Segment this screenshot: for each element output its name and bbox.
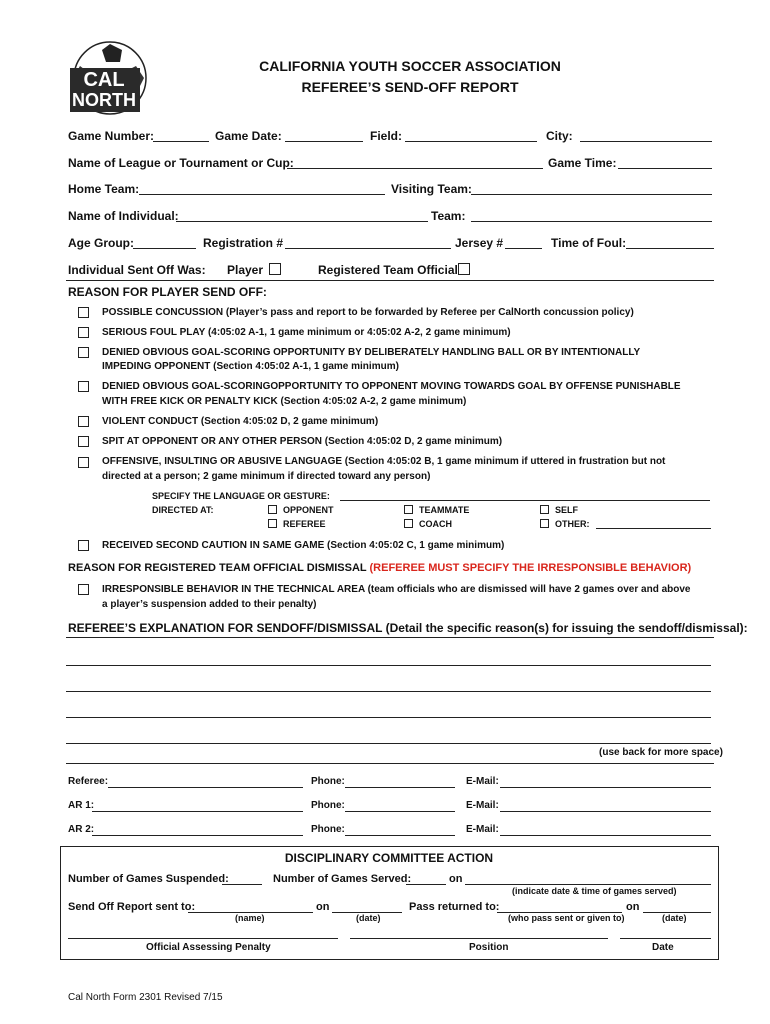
indicate-note: (indicate date & time of games served) bbox=[512, 886, 677, 896]
team-label: Team: bbox=[431, 209, 466, 223]
reason-spit: SPIT AT OPPONENT OR ANY OTHER PERSON (Section 4:05:02 D, 2 game minimum) bbox=[102, 436, 503, 447]
visiting-team-input[interactable] bbox=[471, 194, 712, 195]
sent-off-was-label: Individual Sent Off Was: bbox=[68, 263, 206, 277]
irresponsible-behavior-checkbox[interactable] bbox=[78, 584, 89, 595]
referee-name-input[interactable] bbox=[108, 787, 303, 788]
explanation-heading: REFEREE’S EXPLANATION FOR SENDOFF/DISMISSAL (Detail the specific reason(s) for issuing the sendoff/dismissal): bbox=[68, 621, 748, 635]
self-label: SELF bbox=[555, 505, 579, 515]
time-of-foul-label: Time of Foul: bbox=[551, 236, 627, 250]
league-input[interactable] bbox=[287, 168, 543, 169]
sent-on-label: on bbox=[316, 901, 330, 913]
city-input[interactable] bbox=[580, 141, 712, 142]
individual-label: Name of Individual: bbox=[68, 209, 179, 223]
game-time-label: Game Time: bbox=[548, 156, 617, 170]
self-checkbox[interactable] bbox=[540, 505, 549, 514]
ar1-name-input[interactable] bbox=[92, 811, 303, 812]
assess-date-input[interactable] bbox=[620, 938, 711, 939]
home-team-input[interactable] bbox=[139, 194, 385, 195]
returned-on-label: on bbox=[626, 901, 640, 913]
ar1-email-label: E-Mail: bbox=[466, 800, 499, 811]
spit-checkbox[interactable] bbox=[78, 436, 89, 447]
game-date-input[interactable] bbox=[285, 141, 363, 142]
jersey-input[interactable] bbox=[505, 248, 542, 249]
sent-to-label: Send Off Report sent to: bbox=[68, 901, 196, 913]
directed-at-label: DIRECTED AT: bbox=[152, 505, 214, 515]
referee-email-input[interactable] bbox=[500, 787, 711, 788]
city-label: City: bbox=[546, 129, 573, 143]
coach-label: COACH bbox=[419, 519, 452, 529]
age-group-input[interactable] bbox=[133, 248, 196, 249]
position-input[interactable] bbox=[350, 938, 608, 939]
opponent-checkbox[interactable] bbox=[268, 505, 277, 514]
ar2-name-input[interactable] bbox=[92, 835, 303, 836]
svg-text:CAL: CAL bbox=[83, 69, 125, 91]
explanation-line-4[interactable] bbox=[66, 743, 711, 744]
reason-second-caution: RECEIVED SECOND CAUTION IN SAME GAME (Section 4:05:02 C, 1 game minimum) bbox=[102, 540, 505, 551]
games-suspended-label: Number of Games Suspended: bbox=[68, 873, 229, 885]
ar1-label: AR 1: bbox=[68, 800, 95, 811]
teammate-label: TEAMMATE bbox=[419, 505, 470, 515]
who-caption: (who pass sent or given to) bbox=[508, 913, 625, 923]
ar2-phone-label: Phone: bbox=[311, 824, 345, 835]
date-caption: (date) bbox=[356, 913, 381, 923]
ar1-phone-label: Phone: bbox=[311, 800, 345, 811]
reason-serious-foul: SERIOUS FOUL PLAY (4:05:02 A-1, 1 game minimum or 4:05:02 A-2, 2 game minimum) bbox=[102, 327, 511, 338]
jersey-label: Jersey # bbox=[455, 236, 504, 250]
player-checkbox[interactable] bbox=[269, 263, 281, 275]
form-title: CALIFORNIA YOUTH SOCCER ASSOCIATION bbox=[259, 58, 561, 74]
time-of-foul-input[interactable] bbox=[626, 248, 714, 249]
reason-dogso-offense-line2: WITH FREE KICK OR PENALTY KICK (Section 4:05:02 A-2, 2 game minimum) bbox=[102, 396, 467, 407]
registration-input[interactable] bbox=[285, 248, 451, 249]
team-input[interactable] bbox=[471, 221, 712, 222]
official-heading-text: REASON FOR REGISTERED TEAM OFFICIAL DISMISSAL bbox=[68, 562, 367, 574]
official-section-heading bbox=[68, 562, 691, 574]
dogso-handling-checkbox[interactable] bbox=[78, 347, 89, 358]
served-on-label: on bbox=[449, 873, 463, 885]
referee-phone-label: Phone: bbox=[311, 776, 345, 787]
committee-heading: DISCIPLINARY COMMITTEE ACTION bbox=[284, 851, 494, 865]
official-heading-note: (REFEREE MUST SPECIFY THE IRRESPONSIBLE BEHAVIOR) bbox=[369, 562, 692, 574]
explanation-line-1[interactable] bbox=[66, 665, 711, 666]
teammate-checkbox[interactable] bbox=[404, 505, 413, 514]
reason-offensive-language-line1: OFFENSIVE, INSULTING OR ABUSIVE LANGUAGE (Section 4:05:02 B, 1 game minimum if uttered in frustration but not bbox=[102, 456, 666, 467]
reason-dogso-offense-line1: DENIED OBVIOUS GOAL-SCORINGOPPORTUNITY TO OPPONENT MOVING TOWARDS GOAL BY OFFENSE PUNISHABLE bbox=[102, 381, 681, 392]
divider bbox=[66, 280, 714, 281]
specify-input[interactable] bbox=[340, 500, 710, 501]
name-caption: (name) bbox=[235, 913, 265, 923]
player-label: Player bbox=[227, 263, 264, 277]
dogso-offense-checkbox[interactable] bbox=[78, 381, 89, 392]
ar1-email-input[interactable] bbox=[500, 811, 711, 812]
position-label: Position bbox=[469, 942, 509, 953]
explanation-line-3[interactable] bbox=[66, 717, 711, 718]
reason-irresponsible-line1: IRRESPONSIBLE BEHAVIOR IN THE TECHNICAL AREA (team officials who are dismissed will have 2 games over and above bbox=[102, 584, 691, 595]
other-label: OTHER: bbox=[555, 519, 590, 529]
reason-irresponsible-line2: a player’s suspension added to their penalty) bbox=[102, 599, 317, 610]
ar2-phone-input[interactable] bbox=[345, 835, 455, 836]
divider bbox=[66, 637, 714, 638]
registered-official-checkbox[interactable] bbox=[458, 263, 470, 275]
serious-foul-checkbox[interactable] bbox=[78, 327, 89, 338]
explanation-line-2[interactable] bbox=[66, 691, 711, 692]
individual-input[interactable] bbox=[176, 221, 428, 222]
coach-checkbox[interactable] bbox=[404, 519, 413, 528]
official-signature-input[interactable] bbox=[68, 938, 338, 939]
offensive-language-checkbox[interactable] bbox=[78, 457, 89, 468]
violent-conduct-checkbox[interactable] bbox=[78, 416, 89, 427]
form-subtitle: REFEREE’S SEND-OFF REPORT bbox=[301, 79, 519, 95]
game-date-label: Game Date: bbox=[215, 129, 282, 143]
opponent-label: OPPONENT bbox=[283, 505, 334, 515]
games-suspended-input[interactable] bbox=[222, 884, 262, 885]
referee-phone-input[interactable] bbox=[345, 787, 455, 788]
registration-label: Registration # bbox=[203, 236, 284, 250]
second-caution-checkbox[interactable] bbox=[78, 540, 89, 551]
ar2-email-label: E-Mail: bbox=[466, 824, 499, 835]
date-label: Date bbox=[652, 942, 674, 953]
svg-text:NORTH: NORTH bbox=[72, 90, 136, 110]
game-number-label: Game Number: bbox=[68, 129, 155, 143]
referee-target-label: REFEREE bbox=[283, 519, 326, 529]
game-number-input[interactable] bbox=[153, 141, 209, 142]
home-team-label: Home Team: bbox=[68, 182, 140, 196]
reason-violent-conduct: VIOLENT CONDUCT (Section 4:05:02 D, 2 game minimum) bbox=[102, 416, 379, 427]
served-date-input[interactable] bbox=[465, 884, 711, 885]
field-label: Field: bbox=[370, 129, 402, 143]
field-input[interactable] bbox=[405, 141, 537, 142]
player-section-heading: REASON FOR PLAYER SEND OFF: bbox=[68, 285, 267, 299]
official-assessing-label: Official Assessing Penalty bbox=[146, 942, 271, 953]
visiting-team-label: Visiting Team: bbox=[391, 182, 472, 196]
more-space-note: (use back for more space) bbox=[599, 747, 723, 758]
age-group-label: Age Group: bbox=[68, 236, 134, 250]
games-served-label: Number of Games Served: bbox=[273, 873, 412, 885]
referee-label: Referee: bbox=[68, 776, 109, 787]
reason-dogso-handling-line1: DENIED OBVIOUS GOAL-SCORING OPPORTUNITY BY DELIBERATELY HANDLING BALL OR BY INTENTIONALLY bbox=[102, 347, 641, 358]
ar1-phone-input[interactable] bbox=[345, 811, 455, 812]
other-input[interactable] bbox=[596, 528, 711, 529]
pass-returned-label: Pass returned to: bbox=[409, 901, 500, 913]
divider bbox=[66, 763, 714, 764]
reason-dogso-handling-line2: IMPEDING OPPONENT (Section 4:05:02 A-1, 1 game minimum) bbox=[102, 361, 399, 372]
ar2-label: AR 2: bbox=[68, 824, 95, 835]
form-footer: Cal North Form 2301 Revised 7/15 bbox=[68, 992, 223, 1003]
league-label: Name of League or Tournament or Cup: bbox=[68, 156, 294, 170]
ar2-email-input[interactable] bbox=[500, 835, 711, 836]
reason-offensive-language-line2: directed at a person; 2 game minimum if directed toward any person) bbox=[102, 471, 431, 482]
registered-official-label: Registered Team Official bbox=[318, 263, 458, 277]
other-checkbox[interactable] bbox=[540, 519, 549, 528]
reason-concussion: POSSIBLE CONCUSSION (Player’s pass and report to be forwarded by Referee per CalNorth concussion policy) bbox=[102, 307, 634, 318]
date-caption-2: (date) bbox=[662, 913, 687, 923]
specify-label: SPECIFY THE LANGUAGE OR GESTURE: bbox=[152, 491, 330, 501]
referee-checkbox[interactable] bbox=[268, 519, 277, 528]
concussion-checkbox[interactable] bbox=[78, 307, 89, 318]
games-served-input[interactable] bbox=[406, 884, 446, 885]
referee-email-label: E-Mail: bbox=[466, 776, 499, 787]
game-time-input[interactable] bbox=[618, 168, 712, 169]
